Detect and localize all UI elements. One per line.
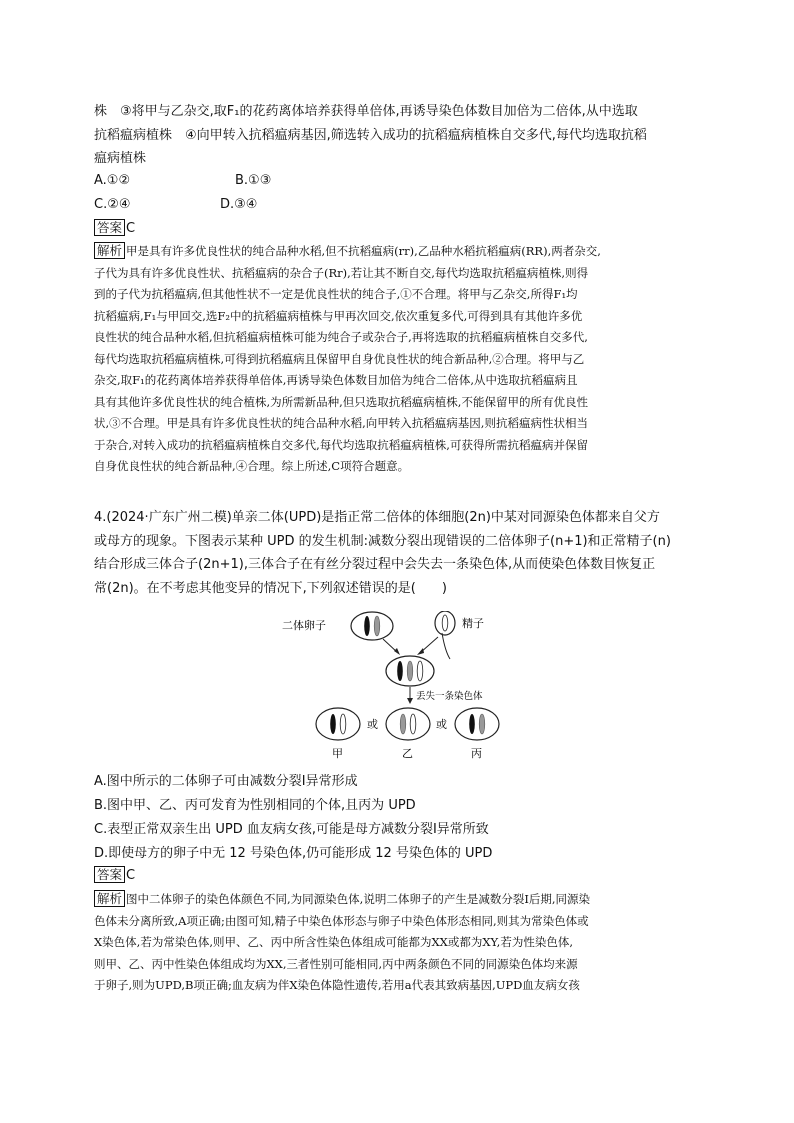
diplo-egg-cell — [351, 612, 393, 640]
q4-explanation-line — [94, 889, 706, 911]
q3-explanation — [94, 241, 706, 478]
trisomic-zygote-cell — [386, 656, 434, 686]
q3-option-d: D.③④ — [220, 197, 258, 212]
cell-jia — [316, 708, 360, 740]
q3-stem-line: 抗稻瘟病植株 ④向甲转入抗稻瘟病基因,筛选转入成功的抗稻瘟病植株自交多代,每代均选取抗稻 — [94, 127, 647, 143]
q3-explanation-line: 抗稻瘟病,F₁与甲回交,选F₂中的抗稻瘟病植株与甲再次回交,依次重复多代,可得到具有其他许多优 — [94, 308, 583, 323]
arrow-head-icon — [417, 648, 424, 655]
q3-stem-line: 株 ③将甲与乙杂交,取F₁的花药离体培养获得单倍体,再诱导染色体数目加倍为二倍体,从中选取 — [94, 104, 638, 119]
q3-explanation-line: 每代均选取抗稻瘟病植株,可得到抗稻瘟病且保留甲自身优良性状的纯合新品种,②合理。将甲与乙 — [94, 351, 585, 366]
q4-stem-line: 或母方的现象。下图表示某种 UPD 的发生机制:减数分裂出现错误的二倍体卵子(n+1)和正常精子(n) — [94, 533, 671, 549]
q4-option-c: C.表型正常双亲生出 UPD 血友病女孩,可能是母方减数分裂Ⅰ异常所致 — [94, 822, 489, 837]
q3-explanation-line: 状,③不合理。甲是具有许多优良性状的纯合品种水稻,向甲转入抗稻瘟病基因,则抗稻瘟病性状相当 — [94, 416, 588, 430]
or-label: 或 — [367, 719, 378, 731]
q3-explanation-line: 于杂合,对转入成功的抗稻瘟病植株自交多代,每代均选取抗稻瘟病植株,可获得所需抗稻瘟病并保留 — [94, 437, 588, 452]
q4-stem-line: 常(2n)。在不考虑其他变异的情况下,下列叙述错误的是( ) — [94, 580, 447, 596]
q3-stem-line: 瘟病植株 — [94, 151, 147, 166]
q4-stem-line: 结合形成三体合子(2n+1),三体合子在有丝分裂过程中会失去一条染色体,从而使染色体数目恢复正 — [94, 557, 656, 572]
q4-explanation-line: 色体未分离所致,A项正确;由图可知,精子中染色体形态与卵子中染色体形态相同,则其为常染色体或 — [94, 913, 589, 928]
cell-label-yi: 乙 — [402, 748, 413, 760]
q3-explanation-line: 具有其他许多优良性状的纯合植株,为所需新品种,但只选取抗稻瘟病植株,不能保留甲的所有优良性 — [94, 394, 588, 409]
or-label: 或 — [436, 719, 447, 731]
q3-option-b: B.①③ — [235, 173, 272, 188]
answer-value: C — [126, 868, 136, 883]
white-chromosome — [442, 615, 448, 631]
q3-option-c: C.②④ — [94, 197, 131, 212]
arrow-head-icon — [407, 698, 413, 704]
explanation-tag: 解析 — [94, 890, 125, 907]
answer-value: C — [126, 221, 136, 236]
gray-chromosome — [374, 616, 380, 636]
q3-explanation-line: 子代为具有许多优良性状、抗稻瘟病的杂合子(Rr),若让其不断自交,每代均选取抗稻瘟病植株,则得 — [94, 265, 589, 280]
q4-option-a: A.图中所示的二体卵子可由减数分裂Ⅰ异常形成 — [94, 774, 358, 789]
q3-explanation-line: 自身优良性状的纯合新品种,④合理。综上所述,C项符合题意。 — [94, 459, 410, 473]
q4-explanation-line: 则甲、乙、丙中性染色体组成均为XX,三者性别可能相同,丙中两条颜色不同的同源染色体均来源 — [94, 956, 578, 971]
sperm-cell — [435, 611, 455, 659]
q4-answer — [94, 866, 135, 886]
explanation-tag: 解析 — [94, 242, 125, 259]
q3-explanation-text: 甲是具有许多优良性状的纯合品种水稻,但不抗稻瘟病(rr),乙品种水稻抗稻瘟病(RR),两者杂交, — [126, 244, 601, 258]
cell-label-jia: 甲 — [332, 748, 343, 760]
q3-stem — [94, 100, 704, 171]
cell-yi — [386, 708, 430, 740]
sperm-label: 精子 — [462, 618, 484, 630]
q3-explanation-line — [94, 241, 706, 263]
q3-explanation-line: 杂交,取F₁的花药离体培养获得单倍体,再诱导染色体数目加倍为纯合二倍体,从中选取抗稻瘟病且 — [94, 373, 578, 387]
q4-explanation-text: 图中二体卵子的染色体颜色不同,为同源染色体,说明二体卵子的产生是减数分裂Ⅰ后期,同源染 — [126, 892, 591, 906]
answer-tag: 答案 — [94, 219, 125, 236]
q3-answer — [94, 219, 135, 239]
upd-mechanism-diagram — [280, 611, 520, 763]
arrow-label: 丢失一条染色体 — [416, 691, 483, 702]
q4-explanation — [94, 889, 706, 997]
q4-stem — [94, 506, 704, 600]
cell-label-bing: 丙 — [471, 748, 482, 760]
answer-tag: 答案 — [94, 866, 125, 883]
q4-explanation-line: X染色体,若为常染色体,则甲、乙、丙中所含性染色体组成可能都为XX或都为XY,若为性染色体, — [94, 935, 573, 949]
q4-option-b: B.图中甲、乙、丙可发育为性别相同的个体,且丙为 UPD — [94, 798, 416, 813]
q4-explanation-line: 于卵子,则为UPD,B项正确;血友病为伴X染色体隐性遗传,若用a代表其致病基因,UPD血友病女孩 — [94, 978, 580, 992]
q3-option-a: A.①② — [94, 173, 131, 188]
q3-explanation-line: 到的子代为抗稻瘟病,但其他性状不一定是优良性状的纯合子,①不合理。将甲与乙杂交,所得F₁均 — [94, 287, 578, 301]
black-chromosome — [364, 616, 370, 636]
q4-stem-line: 4.(2024·广东广州二模)单亲二体(UPD)是指正常二倍体的体细胞(2n)中某对同源染色体都来自父方 — [94, 510, 660, 525]
arrow-head-icon — [394, 648, 400, 655]
q4-option-d: D.即使母方的卵子中无 12 号染色体,仍可能形成 12 号染色体的 UPD — [94, 846, 493, 861]
q4-options — [94, 770, 704, 866]
egg-label: 二体卵子 — [282, 620, 326, 632]
q3-explanation-line: 良性状的纯合品种水稻,但抗稻瘟病植株可能为纯合子或杂合子,再将选取的抗稻瘟病植株自交多代, — [94, 330, 588, 344]
cell-bing — [455, 708, 499, 740]
